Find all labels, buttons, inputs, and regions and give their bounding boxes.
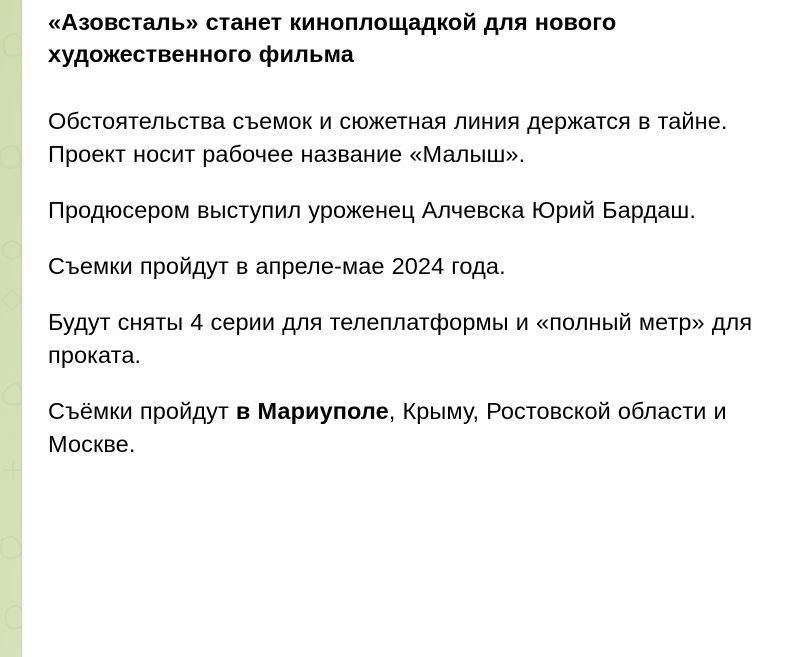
message-text — [48, 6, 774, 461]
message-paragraph-last — [48, 395, 774, 461]
message-paragraph: Обстоятельства съемок и сюжетная линия держатся в тайне. Проект носит рабочее название «Малыш». — [48, 108, 728, 167]
paragraph-lead: Съёмки пройдут — [48, 398, 236, 424]
paragraph-bold-location: в Мариуполе — [235, 398, 389, 424]
message-paragraph: Будут сняты 4 серии для телеплатформы и «полный метр» для проката. — [48, 309, 753, 368]
message-title: «Азовсталь» станет киноплощадкой для нового художественного фильма — [48, 9, 617, 67]
message-paragraph: Продюсером выступил уроженец Алчевска Юрий Бардаш. — [48, 197, 697, 223]
paragraph-tail: , Крыму, Ростовской области и Москве. — [48, 398, 727, 457]
message-paragraph: Съемки пройдут в апреле-мае 2024 года. — [48, 253, 506, 279]
message-bubble[interactable] — [22, 0, 800, 657]
